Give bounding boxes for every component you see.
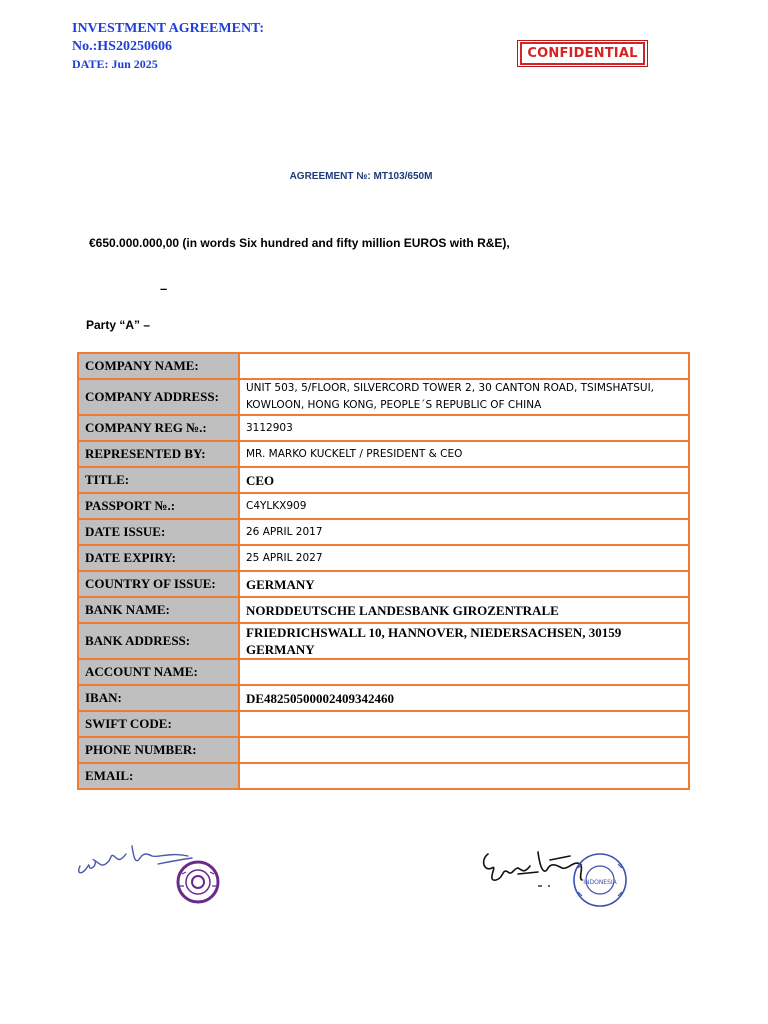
row-label: BANK ADDRESS:: [78, 623, 239, 659]
confidential-stamp: [517, 40, 648, 67]
row-label: COUNTRY OF ISSUE:: [78, 571, 239, 597]
row-label: COMPANY REG №.:: [78, 415, 239, 441]
amount-text: €650.000.000,00 (in words Six hundred and fifty million EUROS with R&E),: [89, 236, 510, 250]
row-label: TITLE:: [78, 467, 239, 493]
right-signature: [478, 838, 634, 914]
table-row: [78, 597, 689, 623]
party-details-table: [77, 352, 690, 790]
dash-mark: –: [160, 281, 168, 296]
table-row: [78, 685, 689, 711]
left-signature: [74, 836, 234, 908]
row-value: [239, 353, 689, 379]
table-row: [78, 441, 689, 467]
row-label: REPRESENTED BY:: [78, 441, 239, 467]
row-value: [239, 659, 689, 685]
table-row: [78, 711, 689, 737]
table-row: [78, 623, 689, 659]
row-label: COMPANY ADDRESS:: [78, 379, 239, 415]
table-row: [78, 545, 689, 571]
agreement-number: AGREEMENT №: MT103/650M: [289, 171, 433, 182]
document-title: INVESTMENT AGREEMENT:: [72, 21, 265, 36]
table-row: [78, 467, 689, 493]
row-label: COMPANY NAME:: [78, 353, 239, 379]
row-label: DATE ISSUE:: [78, 519, 239, 545]
confidential-stamp-label: CONFIDENTIAL: [520, 42, 644, 65]
table-row: [78, 415, 689, 441]
row-label: PASSPORT №.:: [78, 493, 239, 519]
row-value: [239, 763, 689, 789]
row-value: [239, 737, 689, 763]
row-value: C4YLKX909: [239, 493, 689, 519]
row-label: EMAIL:: [78, 763, 239, 789]
row-label: DATE EXPIRY:: [78, 545, 239, 571]
row-value: [239, 711, 689, 737]
seal-text: INDONESIA: [583, 879, 617, 886]
row-label: BANK NAME:: [78, 597, 239, 623]
table-row: [78, 659, 689, 685]
row-value: DE48250500002409342460: [239, 685, 689, 711]
party-heading: Party “A” –: [86, 318, 151, 332]
table-row: [78, 493, 689, 519]
row-value: CEO: [239, 467, 689, 493]
company-seal-icon: [178, 862, 218, 902]
table-row: [78, 763, 689, 789]
row-value: FRIEDRICHSWALL 10, HANNOVER, NIEDERSACHSEN, 30159 GERMANY: [239, 623, 689, 659]
row-value: NORDDEUTSCHE LANDESBANK GIROZENTRALE: [239, 597, 689, 623]
row-value: MR. MARKO KUCKELT / PRESIDENT & CEO: [239, 441, 689, 467]
row-label: PHONE NUMBER:: [78, 737, 239, 763]
row-label: SWIFT CODE:: [78, 711, 239, 737]
row-value: UNIT 503, 5/FLOOR, SILVERCORD TOWER 2, 30 CANTON ROAD, TSIMSHATSUI, KOWLOON, HONG KONG, PEOPLE´S REPUBLIC OF CHINA: [239, 379, 689, 415]
row-value: GERMANY: [239, 571, 689, 597]
table-row: [78, 353, 689, 379]
document-number: No.:HS20250606: [72, 39, 172, 54]
row-value: 25 APRIL 2027: [239, 545, 689, 571]
table-row: [78, 519, 689, 545]
table-row: [78, 737, 689, 763]
row-label: ACCOUNT NAME:: [78, 659, 239, 685]
table-row: [78, 571, 689, 597]
table-row: [78, 379, 689, 415]
row-label: IBAN:: [78, 685, 239, 711]
document-date: DATE: Jun 2025: [72, 57, 158, 71]
row-value: 3112903: [239, 415, 689, 441]
row-value: 26 APRIL 2017: [239, 519, 689, 545]
